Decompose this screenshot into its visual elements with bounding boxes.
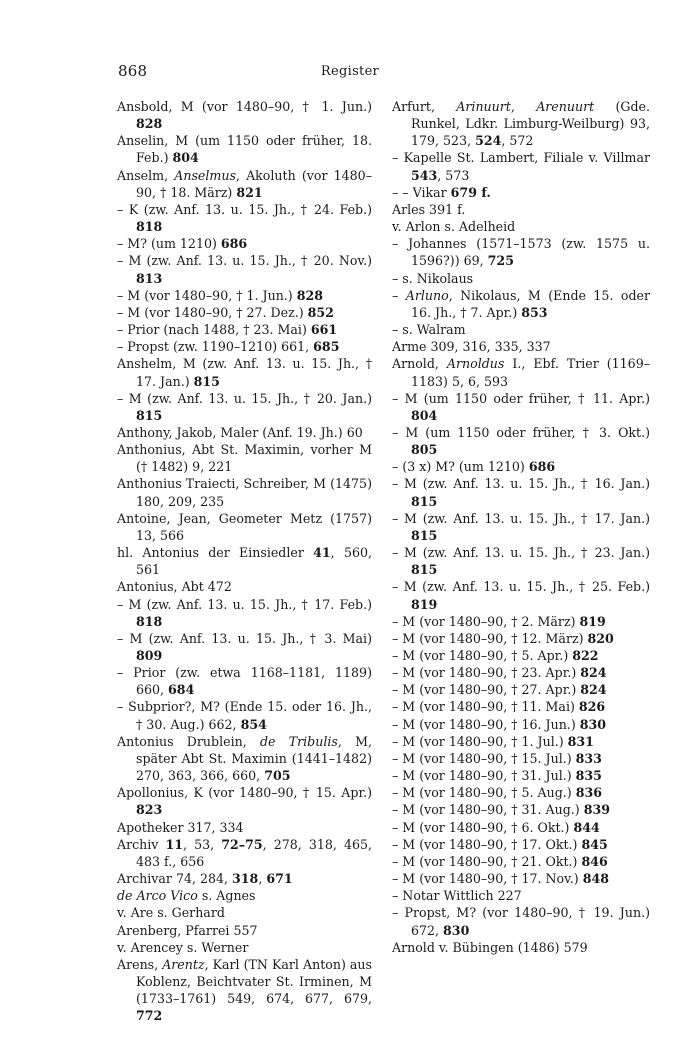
page-reference: 819 [411, 596, 438, 612]
entry-text: – Prior (zw. etwa 1168–1181, 1189) 660, [117, 665, 372, 698]
page-reference: 41 [313, 545, 331, 561]
page-reference: 809 [136, 648, 163, 663]
entry-text: – Kapelle St. Lambert, Filiale v. Villmar [392, 150, 650, 166]
entry-text: – Johannes (1571–1573 (zw. 1575 u. 1596?)) 69, [392, 236, 650, 269]
index-entry [392, 270, 650, 287]
variant-spelling: Anselmus [174, 167, 236, 183]
entry-text: – M (vor 1480–90, † 11. Mai) [392, 699, 579, 715]
entry-text: Anthonius, Abt St. Maximin, vorher M († 1482) 9, 221 [117, 442, 372, 475]
entry-text: , Karl (TN Karl Anton) aus Koblenz, Beichtvater St. Irminen, M (1733–1761) 549, 674, 677, 679, [136, 956, 372, 1007]
page-reference: 831 [567, 733, 594, 749]
index-entry [117, 698, 372, 732]
entry-text: – M (vor 1480–90, † 31. Jul.) [392, 768, 576, 784]
entry-text: – M (vor 1480–90, † 5. Aug.) [392, 785, 576, 801]
page-reference: 725 [487, 253, 514, 269]
entry-text: – M (vor 1480–90, † 5. Apr.) [392, 648, 573, 663]
page-reference: 805 [411, 442, 438, 458]
page-reference: 818 [136, 219, 163, 235]
variant-spelling: Arinuurt [456, 99, 511, 114]
page-reference: 830 [443, 922, 470, 938]
page-reference: 543 [411, 167, 438, 183]
index-entry [117, 390, 372, 424]
entry-text: hl. Antonius der Einsiedler [117, 545, 314, 561]
index-entry [117, 784, 372, 818]
entry-text: , 278, 318, 465, 483 f., 656 [136, 836, 372, 869]
index-entry [392, 681, 650, 698]
entry-text: Anshelm, M (zw. Anf. 13. u. 15. Jh., † 17. Jan.) [117, 356, 372, 389]
entry-text: – Propst (zw. 1190–1210) 661, [117, 339, 314, 355]
index-entry [117, 441, 372, 475]
page-reference: 844 [573, 819, 600, 835]
variant-spelling: de Tribulis [259, 733, 338, 749]
entry-text: – Propst, M? (vor 1480–90, † 19. Jun.) 672, [392, 905, 650, 938]
page-reference: 804 [411, 407, 438, 423]
entry-text: – M (zw. Anf. 13. u. 15. Jh., † 3. Mai) [117, 630, 372, 646]
entry-text: Archivar 74, 284, [117, 871, 233, 887]
index-entry [392, 819, 650, 836]
page-reference: 524 [475, 133, 502, 149]
entry-text: Anthonius Traiecti, Schreiber, M (1475) 180, 209, 235 [117, 476, 372, 509]
index-entry [392, 475, 650, 509]
index-entry [117, 956, 372, 1025]
page-reference: 848 [582, 871, 609, 887]
entry-text: , 572 [501, 133, 534, 149]
index-entry [392, 870, 650, 887]
entry-text: , 573 [437, 167, 470, 183]
entry-text: Arles 391 f. [392, 201, 466, 217]
page-reference: 685 [313, 339, 340, 355]
page-reference: 845 [581, 836, 608, 852]
entry-text: , [510, 99, 537, 114]
entry-text: – s. Nikolaus [392, 270, 474, 286]
entry-text: v. Are s. Gerhard [117, 905, 225, 921]
entry-text: Arenberg, Pfarrei 557 [117, 922, 258, 938]
entry-text: Antonius Drublein, [117, 733, 260, 749]
entry-text: – K (zw. Anf. 13. u. 15. Jh., † 24. Feb.) [117, 201, 372, 217]
entry-text: Arens, [117, 956, 163, 972]
entry-text: I., Ebf. Trier (1169–1183) 5, 6, 593 [411, 356, 650, 389]
index-entry [117, 338, 372, 355]
index-entry [392, 98, 650, 149]
page-reference: 835 [575, 768, 602, 784]
index-entry [392, 613, 650, 630]
index-entry [117, 98, 372, 132]
variant-spelling: Arenuurt [536, 99, 595, 114]
entry-text: – M (zw. Anf. 13. u. 15. Jh., † 20. Jan.) [117, 390, 372, 406]
entry-text: Anthony, Jakob, Maler (Anf. 19. Jh.) 60 [117, 424, 363, 440]
entry-text: Apotheker 317, 334 [117, 819, 244, 835]
page-reference: 820 [587, 630, 614, 646]
entry-text: – M (vor 1480–90, † 15. Jul.) [392, 750, 576, 766]
entry-text: , [258, 871, 267, 887]
index-entry [392, 698, 650, 715]
page-reference: 853 [521, 304, 548, 320]
index-entry [392, 664, 650, 681]
entry-text: – M (vor 1480–90, † 23. Apr.) [392, 665, 581, 681]
entry-text: , M, später Abt St. Maximin (1441–1482) 270, 363, 366, 660, [136, 733, 372, 784]
index-entry [392, 544, 650, 578]
entry-text: – – Vikar [392, 184, 451, 200]
page-reference: 815 [411, 527, 438, 543]
page-reference: 830 [579, 716, 607, 732]
index-entry [392, 750, 650, 767]
variant-spelling: Arentz [162, 956, 205, 972]
index-entry [392, 630, 650, 647]
entry-text: – M (vor 1480–90, † 27. Apr.) [392, 682, 581, 698]
index-entry [392, 801, 650, 818]
index-entry [392, 578, 650, 612]
page-reference: 818 [136, 613, 163, 629]
entry-text: v. Arlon s. Adelheid [392, 219, 516, 235]
index-entry [117, 578, 372, 595]
entry-text: Antonius, Abt 472 [117, 579, 232, 595]
index-entry [392, 939, 650, 956]
entry-text: – M (vor 1480–90, † 16. Jun.) [392, 716, 580, 732]
index-entry [392, 287, 650, 321]
variant-spelling: de Arco Vico [117, 888, 198, 904]
index-entry [392, 355, 650, 389]
entry-text: – M (zw. Anf. 13. u. 15. Jh., † 17. Jan.) [392, 510, 650, 526]
entry-text: Anselin, M (um 1150 oder früher, 18. Feb.) [117, 133, 372, 166]
page-reference: 72–75 [221, 836, 263, 852]
entry-text: – M (vor 1480–90, † 1. Jun.) [117, 287, 297, 303]
entry-text: Arfurt, [392, 99, 457, 114]
entry-text: , 53, [183, 836, 222, 852]
entry-text: – M (zw. Anf. 13. u. 15. Jh., † 23. Jan.) [392, 545, 650, 561]
page-reference: 815 [193, 373, 220, 389]
index-entry [117, 596, 372, 630]
entry-text: v. Arencey s. Werner [117, 939, 249, 955]
index-entry [117, 733, 372, 784]
page-reference: 822 [572, 648, 599, 663]
index-entry [117, 132, 372, 166]
index-entry [117, 887, 372, 904]
entry-text: Arnold, [392, 356, 447, 372]
index-entry [392, 716, 650, 733]
index-entry [117, 424, 372, 441]
entry-text: – M (um 1150 oder früher, † 3. Okt.) [392, 424, 650, 440]
running-head: Register [320, 64, 380, 79]
page-reference: 846 [581, 853, 608, 869]
entry-text: Antoine, Jean, Geometer Metz (1757) 13, 566 [117, 510, 372, 543]
index-entry [392, 836, 650, 853]
index-entry [392, 390, 650, 424]
index-entry [117, 630, 372, 664]
index-entry [392, 424, 650, 458]
entry-text: – M (zw. Anf. 13. u. 15. Jh., † 25. Feb.) [392, 579, 650, 595]
index-entry [117, 544, 372, 578]
entry-text: s. Agnes [197, 888, 256, 904]
page-reference: 821 [236, 184, 263, 200]
index-entry [117, 904, 372, 921]
entry-text: , Akoluth (vor 1480–90, † 18. März) [136, 167, 372, 200]
index-entry [117, 819, 372, 836]
index-entry [392, 853, 650, 870]
index-entry [117, 475, 372, 509]
index-entry [392, 784, 650, 801]
page-reference: 679 f. [450, 184, 491, 200]
page-reference: 839 [583, 802, 611, 818]
page-reference: 815 [411, 493, 438, 509]
entry-text: – M (vor 1480–90, † 1. Jul.) [392, 733, 568, 749]
page-reference: 705 [264, 768, 291, 784]
index-entry [392, 510, 650, 544]
entry-text: – M? (um 1210) [117, 236, 221, 252]
entry-text: Anselm, [117, 167, 175, 183]
page-number: 868 [118, 62, 148, 80]
index-entry [392, 218, 650, 235]
page-reference: 819 [579, 613, 606, 629]
index-entry [117, 252, 372, 286]
page-reference: 684 [168, 682, 195, 698]
index-entry [392, 647, 650, 664]
variant-spelling: Arnoldus [446, 356, 505, 372]
index-entry [117, 201, 372, 235]
entry-text: Arme 309, 316, 335, 337 [392, 339, 551, 355]
index-entry [392, 201, 650, 218]
index-entry [392, 235, 650, 269]
entry-text: – M (vor 1480–90, † 12. März) [392, 630, 588, 646]
entry-text: (Gde. Runkel, Ldkr. Limburg-Weilburg) 93, 179, 523, [411, 99, 650, 149]
page-reference: 686 [220, 236, 248, 252]
index-entry [392, 458, 650, 475]
index-column-right [392, 98, 650, 956]
entry-text: – M (vor 1480–90, † 21. Okt.) [392, 853, 582, 869]
entry-text: – s. Walram [392, 322, 466, 338]
page-reference: 813 [136, 270, 163, 286]
entry-text: Ansbold, M (vor 1480–90, † 1. Jun.) [117, 99, 372, 114]
page-reference: 815 [136, 407, 163, 423]
index-entry [117, 304, 372, 321]
index-entry [392, 149, 650, 183]
index-entry [117, 836, 372, 870]
page-reference: 772 [136, 1008, 163, 1024]
page-reference: 804 [172, 150, 199, 166]
page-reference: 836 [575, 785, 603, 801]
entry-text: Archiv [117, 836, 166, 852]
index-entry [117, 167, 372, 201]
entry-text: – M (vor 1480–90, † 2. März) [392, 613, 580, 629]
entry-text: – M (vor 1480–90, † 31. Aug.) [392, 802, 584, 818]
entry-text: Apollonius, K (vor 1480–90, † 15. Apr.) [117, 785, 372, 801]
page-reference: 828 [136, 116, 163, 132]
index-entry [392, 904, 650, 938]
index-entry [117, 510, 372, 544]
entry-text: , Nikolaus, M (Ende 15. oder 16. Jh., † 7. Apr.) [411, 287, 650, 320]
index-entry [392, 184, 650, 201]
page-reference: 833 [575, 750, 602, 766]
index-entry [117, 287, 372, 304]
entry-text: – M (vor 1480–90, † 27. Dez.) [117, 304, 308, 320]
page-reference: 854 [240, 716, 267, 732]
entry-text: – Prior (nach 1488, † 23. Mai) [117, 322, 311, 338]
entry-text: – M (um 1150 oder früher, † 11. Apr.) [392, 390, 650, 406]
index-entry [392, 733, 650, 750]
page-reference: 686 [528, 459, 556, 475]
index-entry [117, 870, 372, 887]
entry-text: – M (zw. Anf. 13. u. 15. Jh., † 17. Feb.) [117, 596, 372, 612]
index-entry [392, 338, 650, 355]
index-entry [392, 321, 650, 338]
index-entry [117, 922, 372, 939]
page-reference: 11 [165, 836, 184, 852]
page-reference: 826 [578, 699, 606, 715]
entry-text: – Notar Wittlich 227 [392, 888, 522, 904]
page-reference: 824 [580, 665, 607, 681]
entry-text: – (3 x) M? (um 1210) [392, 459, 529, 475]
page-reference: 824 [580, 682, 607, 698]
index-entry [117, 664, 372, 698]
page-reference: 828 [296, 287, 324, 303]
entry-text: – M (vor 1480–90, † 17. Nov.) [392, 871, 583, 887]
index-entry [117, 939, 372, 956]
page-reference: 823 [136, 802, 163, 818]
page-reference: 852 [307, 304, 334, 320]
page-reference: 318 [232, 871, 259, 887]
index-column-left [117, 98, 372, 1024]
page-reference: 661 [310, 322, 338, 338]
index-entry [117, 321, 372, 338]
entry-text: – [392, 287, 406, 303]
index-entry [117, 235, 372, 252]
entry-text: , 560, 561 [136, 545, 372, 578]
entry-text: – M (zw. Anf. 13. u. 15. Jh., † 16. Jan.) [392, 476, 650, 492]
variant-spelling: Arluno [405, 287, 449, 303]
entry-text: – M (zw. Anf. 13. u. 15. Jh., † 20. Nov.) [117, 253, 372, 269]
page-reference: 815 [411, 562, 438, 578]
entry-text: – M (vor 1480–90, † 6. Okt.) [392, 819, 574, 835]
entry-text: – Subprior?, M? (Ende 15. oder 16. Jh., † 30. Aug.) 662, [117, 699, 372, 732]
entry-text: – M (vor 1480–90, † 17. Okt.) [392, 836, 582, 852]
index-entry [392, 767, 650, 784]
index-entry [392, 887, 650, 904]
page-reference: 671 [266, 871, 293, 887]
index-entry [117, 355, 372, 389]
entry-text: Arnold v. Bübingen (1486) 579 [392, 939, 588, 955]
